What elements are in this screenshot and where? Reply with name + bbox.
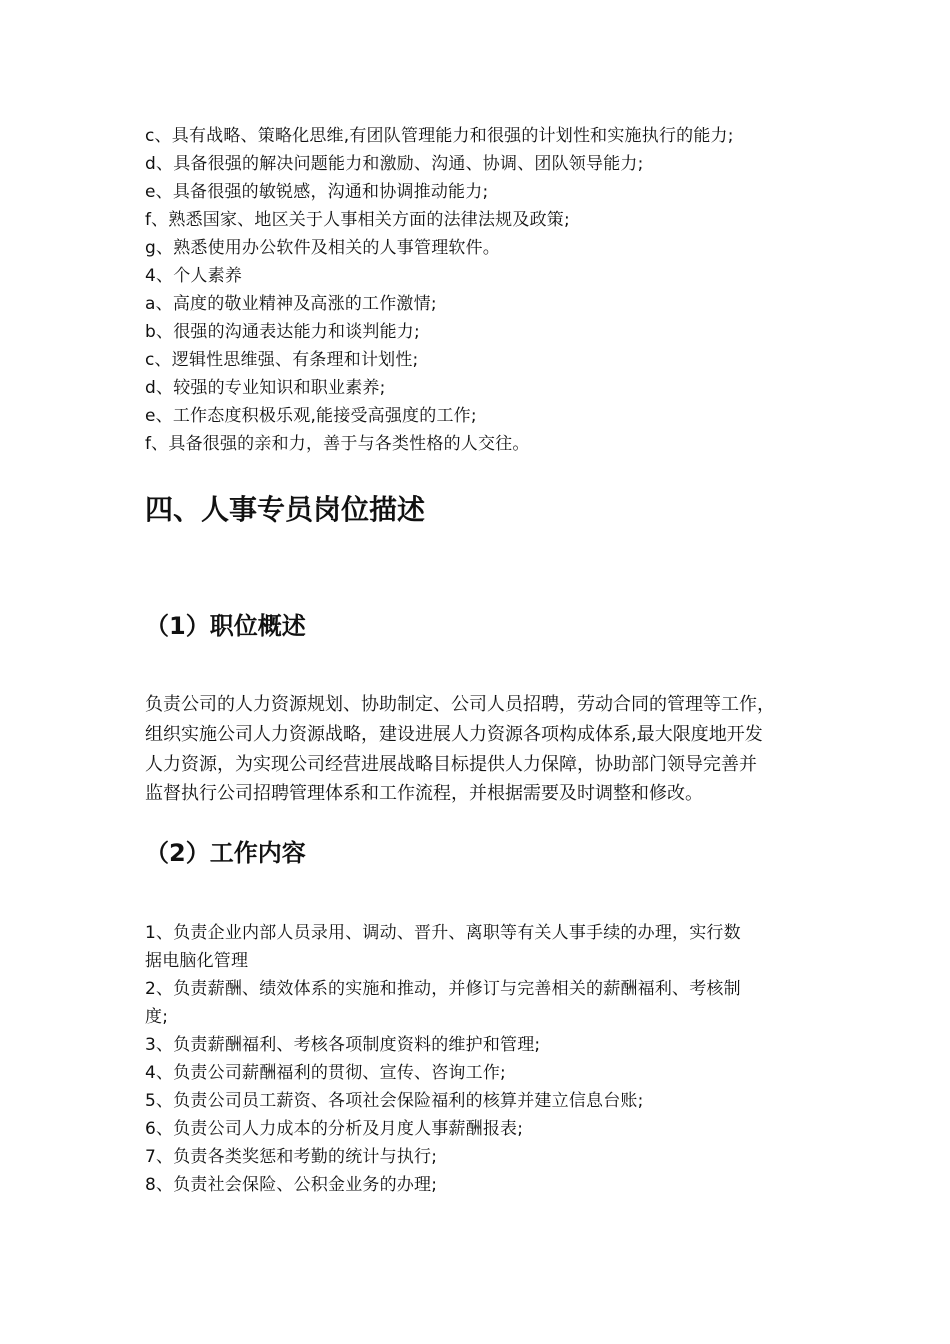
list-item: c、具有战略、策略化思维,有团队管理能力和很强的计划性和实施执行的能力; [145,126,734,146]
subsection-heading: （1）职位概述 [145,612,306,640]
section-heading: 四、人事专员岗位描述 [145,493,426,526]
list-item: g、熟悉使用办公软件及相关的人事管理软件。 [145,238,500,258]
list-item: 据电脑化管理 [145,951,249,971]
list-item: b、很强的沟通表达能力和谈判能力; [145,322,420,342]
list-item: a、高度的敬业精神及高涨的工作激情; [145,294,437,314]
list-item: 5、负责公司员工薪资、各项社会保险福利的核算并建立信息台账; [145,1091,644,1111]
list-item: e、具备很强的敏锐感，沟通和协调推动能力; [145,182,489,202]
list-item: f、熟悉国家、地区关于人事相关方面的法律法规及政策; [145,210,570,230]
list-item: 4、个人素养 [145,266,243,286]
list-item: 1、负责企业内部人员录用、调动、晋升、离职等有关人事手续的办理，实行数 [145,923,741,943]
paragraph-line: 人力资源，为实现公司经营进展战略目标提供人力保障，协助部门领导完善并 [145,754,757,775]
list-item: 8、负责社会保险、公积金业务的办理; [145,1175,438,1195]
paragraph-line: 组织实施公司人力资源战略，建设进展人力资源各项构成体系,最大限度地开发 [145,724,763,745]
list-item: d、较强的专业知识和职业素养; [145,378,386,398]
paragraph-line: 监督执行公司招聘管理体系和工作流程，并根据需要及时调整和修改。 [145,783,703,804]
list-item: 3、负责薪酬福利、考核各项制度资料的维护和管理; [145,1035,541,1055]
list-item: 度; [145,1007,169,1027]
list-item: 4、负责公司薪酬福利的贯彻、宣传、咨询工作; [145,1063,506,1083]
list-item: d、具备很强的解决问题能力和激励、沟通、协调、团队领导能力; [145,154,644,174]
list-item: 7、负责各类奖惩和考勤的统计与执行; [145,1147,438,1167]
list-item: e、工作态度积极乐观,能接受高强度的工作; [145,406,477,426]
list-item: 6、负责公司人力成本的分析及月度人事薪酬报表; [145,1119,524,1139]
paragraph-line: 负责公司的人力资源规划、协助制定、公司人员招聘，劳动合同的管理等工作， [145,694,775,715]
list-item: f、具备很强的亲和力，善于与各类性格的人交往。 [145,434,530,454]
subsection-heading: （2）工作内容 [145,839,306,867]
list-item: 2、负责薪酬、绩效体系的实施和推动，并修订与完善相关的薪酬福利、考核制 [145,979,741,999]
list-item: c、逻辑性思维强、有条理和计划性; [145,350,419,370]
